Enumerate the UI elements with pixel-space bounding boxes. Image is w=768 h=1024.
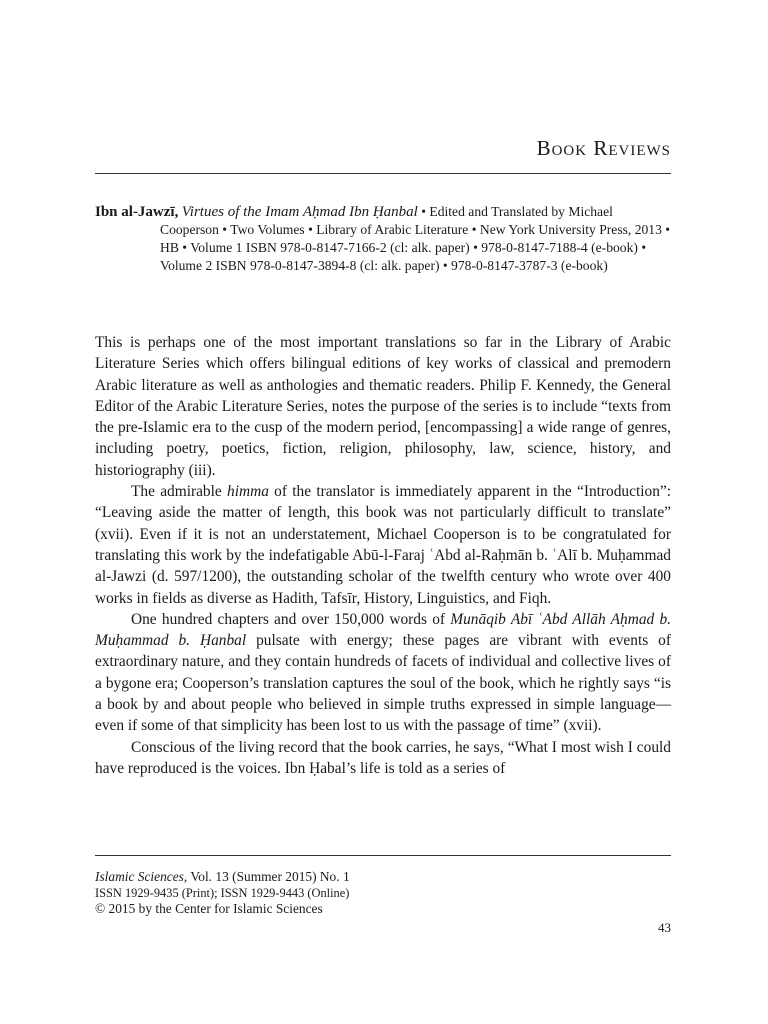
paragraph-4: Conscious of the living record that the book carries, he says, “What I most wish I could have reproduced is the voices. Ibn Ḥabal’s life is told as a series of: [95, 738, 671, 777]
paragraph-3: [95, 609, 671, 737]
footer-volume: , Vol. 13 (Summer 2015) No. 1: [183, 869, 350, 884]
footer-journal: Islamic Sciences: [95, 869, 184, 884]
citation-details: • Edited and Translated by Michael Cooperson • Two Volumes • Library of Arabic Literature • New York University Press, 2013 • HB • Volume 1 ISBN 978-0-8147-7166-2 (cl: alk. paper) • 978-0-8147-7188-4 (e-book) • Volume 2 ISBN 978-0-8147-3894-8 (cl: alk. paper) • 978-0-8147-3787-3 (e-book): [160, 204, 671, 273]
paragraph-2-italic: himma: [227, 483, 269, 501]
review-body: [95, 332, 671, 779]
footer-copyright: © 2015 by the Center for Islamic Sciences: [95, 901, 323, 916]
paragraph-2: [95, 481, 671, 609]
citation-title: Virtues of the Imam Aḥmad Ibn Ḥanbal: [181, 204, 418, 220]
page-number: 43: [658, 920, 671, 935]
issn-print: 1929-9435 (Print);: [121, 886, 221, 900]
footer: [95, 869, 671, 917]
paragraph-3-text-a: One hundred chapters and over 150,000 words of: [131, 610, 451, 628]
footer-rule: [95, 855, 671, 856]
issn-label-online: ISSN: [220, 886, 248, 900]
paragraph-2-text-b: of the translator is immediately apparent in the “Introduction”: “Leaving aside the matter of length, this book was not particularly difficult to translate” (xvii). Even if it is not an understatement, Michael Cooperson is to be congratulated for translating this work by the indefatigable Abū-l-Faraj ʿAbd al-Raḥmān b. ʿAlī b. Muḥammad al-Jawzi (d. 597/1200), the outstanding scholar of the twelfth century who wrote over 400 works in fields as diverse as Hadith, Tafsīr, History, Linguistics, and Fiqh.: [95, 483, 672, 607]
paragraph-2-text-a: The admirable: [131, 483, 227, 501]
page: [95, 0, 671, 1024]
citation-author: Ibn al-Jawzī,: [95, 204, 179, 220]
footer-journal-line: [95, 869, 671, 885]
issn-label-print: ISSN: [95, 886, 122, 900]
book-citation: [95, 203, 671, 275]
issn-online: 1929-9443 (Online): [247, 886, 350, 900]
footer-issn-line: [95, 885, 671, 901]
paragraph-3-text-b: pulsate with energy; these pages are vibrant with events of extraordinary nature, and they contain hundreds of facets of individual and collective lives of a bygone era; Cooperson’s translation captures the soul of the book, which he rightly says “is a book by and about people who believed in simple truths expressed in simple language—even if some of that simplicity has been lost to us with the passage of time” (xvii).: [95, 632, 671, 735]
header-rule: [95, 173, 671, 174]
paragraph-1: This is perhaps one of the most important translations so far in the Library of Arabic Literature Series which offers bilingual editions of key works of classical and premodern Arabic literature as well as anthologies and thematic readers. Philip F. Kennedy, the General Editor of the Arabic Literature Series, notes the purpose of the series is to include “texts from the pre-Islamic era to the cusp of the modern period, [encompassing] a wide range of genres, including poetry, poetics, fiction, religion, philosophy, law, science, history, and historiography (iii).: [95, 334, 671, 479]
paragraph-3-italic: Munāqib Abī ʿAbd Allāh Aḥmad b. Muḥammad b. Ḥanbal: [95, 610, 671, 650]
section-header: Book Reviews: [536, 136, 671, 160]
